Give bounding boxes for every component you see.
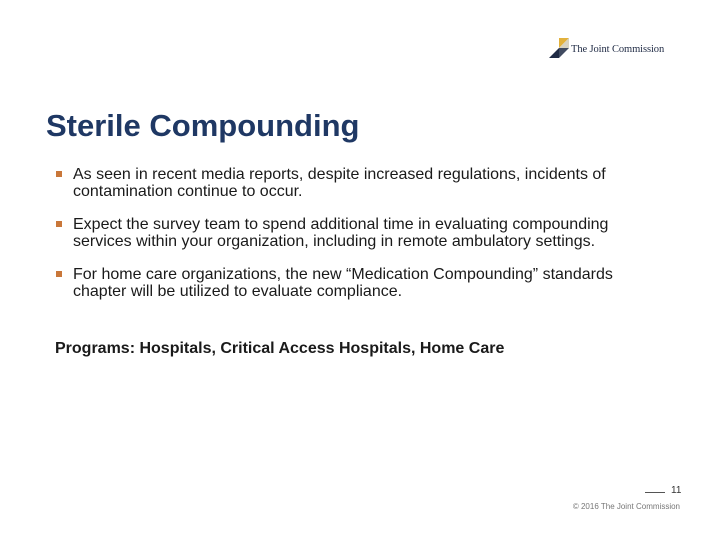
copyright-text: © 2016 The Joint Commission <box>572 502 680 511</box>
joint-commission-logo <box>549 36 689 60</box>
logo-text: The Joint Commission <box>571 44 665 55</box>
bullet-text: Expect the survey team to spend additional time in evaluating compounding services within your organization, including in remote ambulatory settings. <box>73 216 609 250</box>
bullet-list <box>56 166 656 316</box>
bullet-item <box>56 216 656 250</box>
bullet-text: For home care organizations, the new “Medication Compounding” standards chapter will be utilized to evaluate compliance. <box>73 266 613 300</box>
joint-commission-logo-icon <box>549 36 571 58</box>
footer-divider <box>645 492 665 493</box>
bullet-item <box>56 266 656 300</box>
slide-title: Sterile Compounding <box>46 108 360 143</box>
page-number: 11 <box>671 485 682 496</box>
bullet-square-icon <box>56 221 62 227</box>
programs-line: Programs: Hospitals, Critical Access Hospitals, Home Care <box>55 340 505 357</box>
bullet-square-icon <box>56 271 62 277</box>
bullet-square-icon <box>56 171 62 177</box>
bullet-item <box>56 166 656 200</box>
bullet-text: As seen in recent media reports, despite increased regulations, incidents of contamination continue to occur. <box>73 166 606 200</box>
